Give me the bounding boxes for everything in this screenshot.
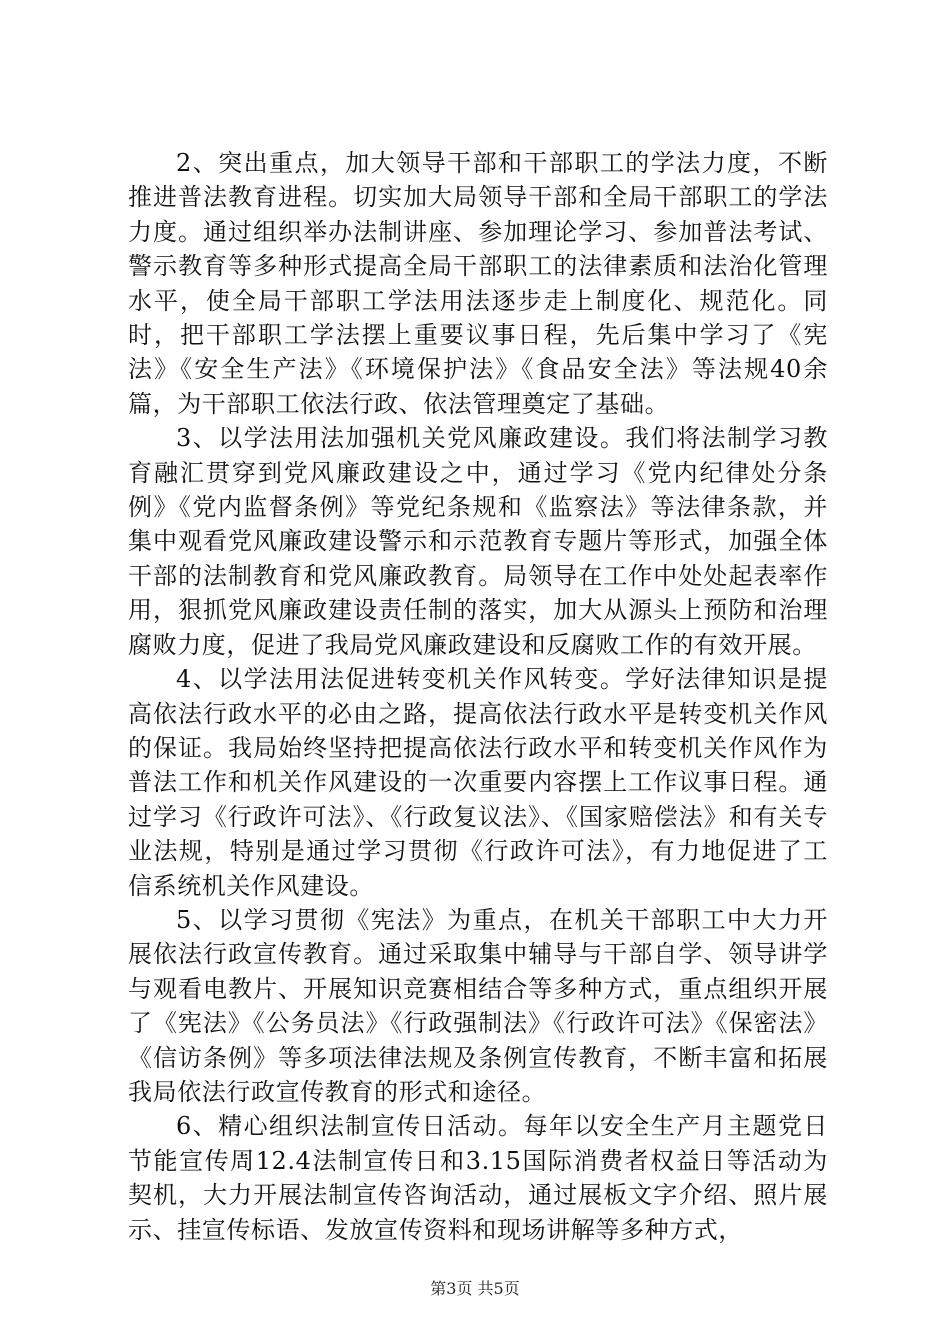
paragraph-5: 5、以学习贯彻《宪法》为重点，在机关干部职工中大力开展依法行政宣传教育。通过采取集中辅导与干部自学、领导讲学与观看电教片、开展知识竞赛相结合等多种方式，重点组织开展了《宪法》《公务员法》《行政强制法》《行政许可法》《保密法》《信访条例》等多项法律法规及条例宣传教育，不断丰富和拓展我局依法行政宣传教育的形式和途径。 <box>128 905 828 1106</box>
paragraph-2: 2、突出重点，加大领导干部和干部职工的学法力度，不断推进普法教育进程。切实加大局领导干部和全局干部职工的学法力度。通过组织举办法制讲座、参加理论学习、参加普法考试、警示教育等多种形式提高全局干部职工的法律素质和法治化管理水平，使全局干部职工学法用法逐步走上制度化、规范化。同时，把干部职工学法摆上重要议事日程，先后集中学习了《宪法》《安全生产法》《环境保护法》《食品安全法》等法规40余篇，为干部职工依法行政、依法管理奠定了基础。 <box>128 149 828 418</box>
document-body <box>128 146 828 1247</box>
paragraph-6: 6、精心组织法制宣传日活动。每年以安全生产月主题党日节能宣传周12.4法制宣传日和3.15国际消费者权益日等活动为契机，大力开展法制宣传咨询活动，通过展板文字介绍、照片展示、挂宣传标语、发放宣传资料和现场讲解等多种方式， <box>128 1112 828 1244</box>
paragraph-3: 3、以学法用法加强机关党风廉政建设。我们将法制学习教育融汇贯穿到党风廉政建设之中，通过学习《党内纪律处分条例》《党内监督条例》等党纪条规和《监察法》等法律条款，并集中观看党风廉政建设警示和示范教育专题片等形式，加强全体干部的法制教育和党风廉政教育。局领导在工作中处处起表率作用，狠抓党风廉政建设责任制的落实，加大从源头上预防和治理腐败力度，促进了我局党风廉政建设和反腐败工作的有效开展。 <box>128 424 828 659</box>
paragraph-4: 4、以学法用法促进转变机关作风转变。学好法律知识是提高依法行政水平的必由之路，提高依法行政水平是转变机关作风的保证。我局始终坚持把提高依法行政水平和转变机关作风作为普法工作和机关作风建设的一次重要内容摆上工作议事日程。通过学习《行政许可法》、《行政复议法》、《国家赔偿法》和有关专业法规，特别是通过学习贯彻《行政许可法》，有力地促进了工信系统机关作风建设。 <box>128 665 828 900</box>
page-number-footer: 第3页 共5页 <box>430 1279 520 1298</box>
